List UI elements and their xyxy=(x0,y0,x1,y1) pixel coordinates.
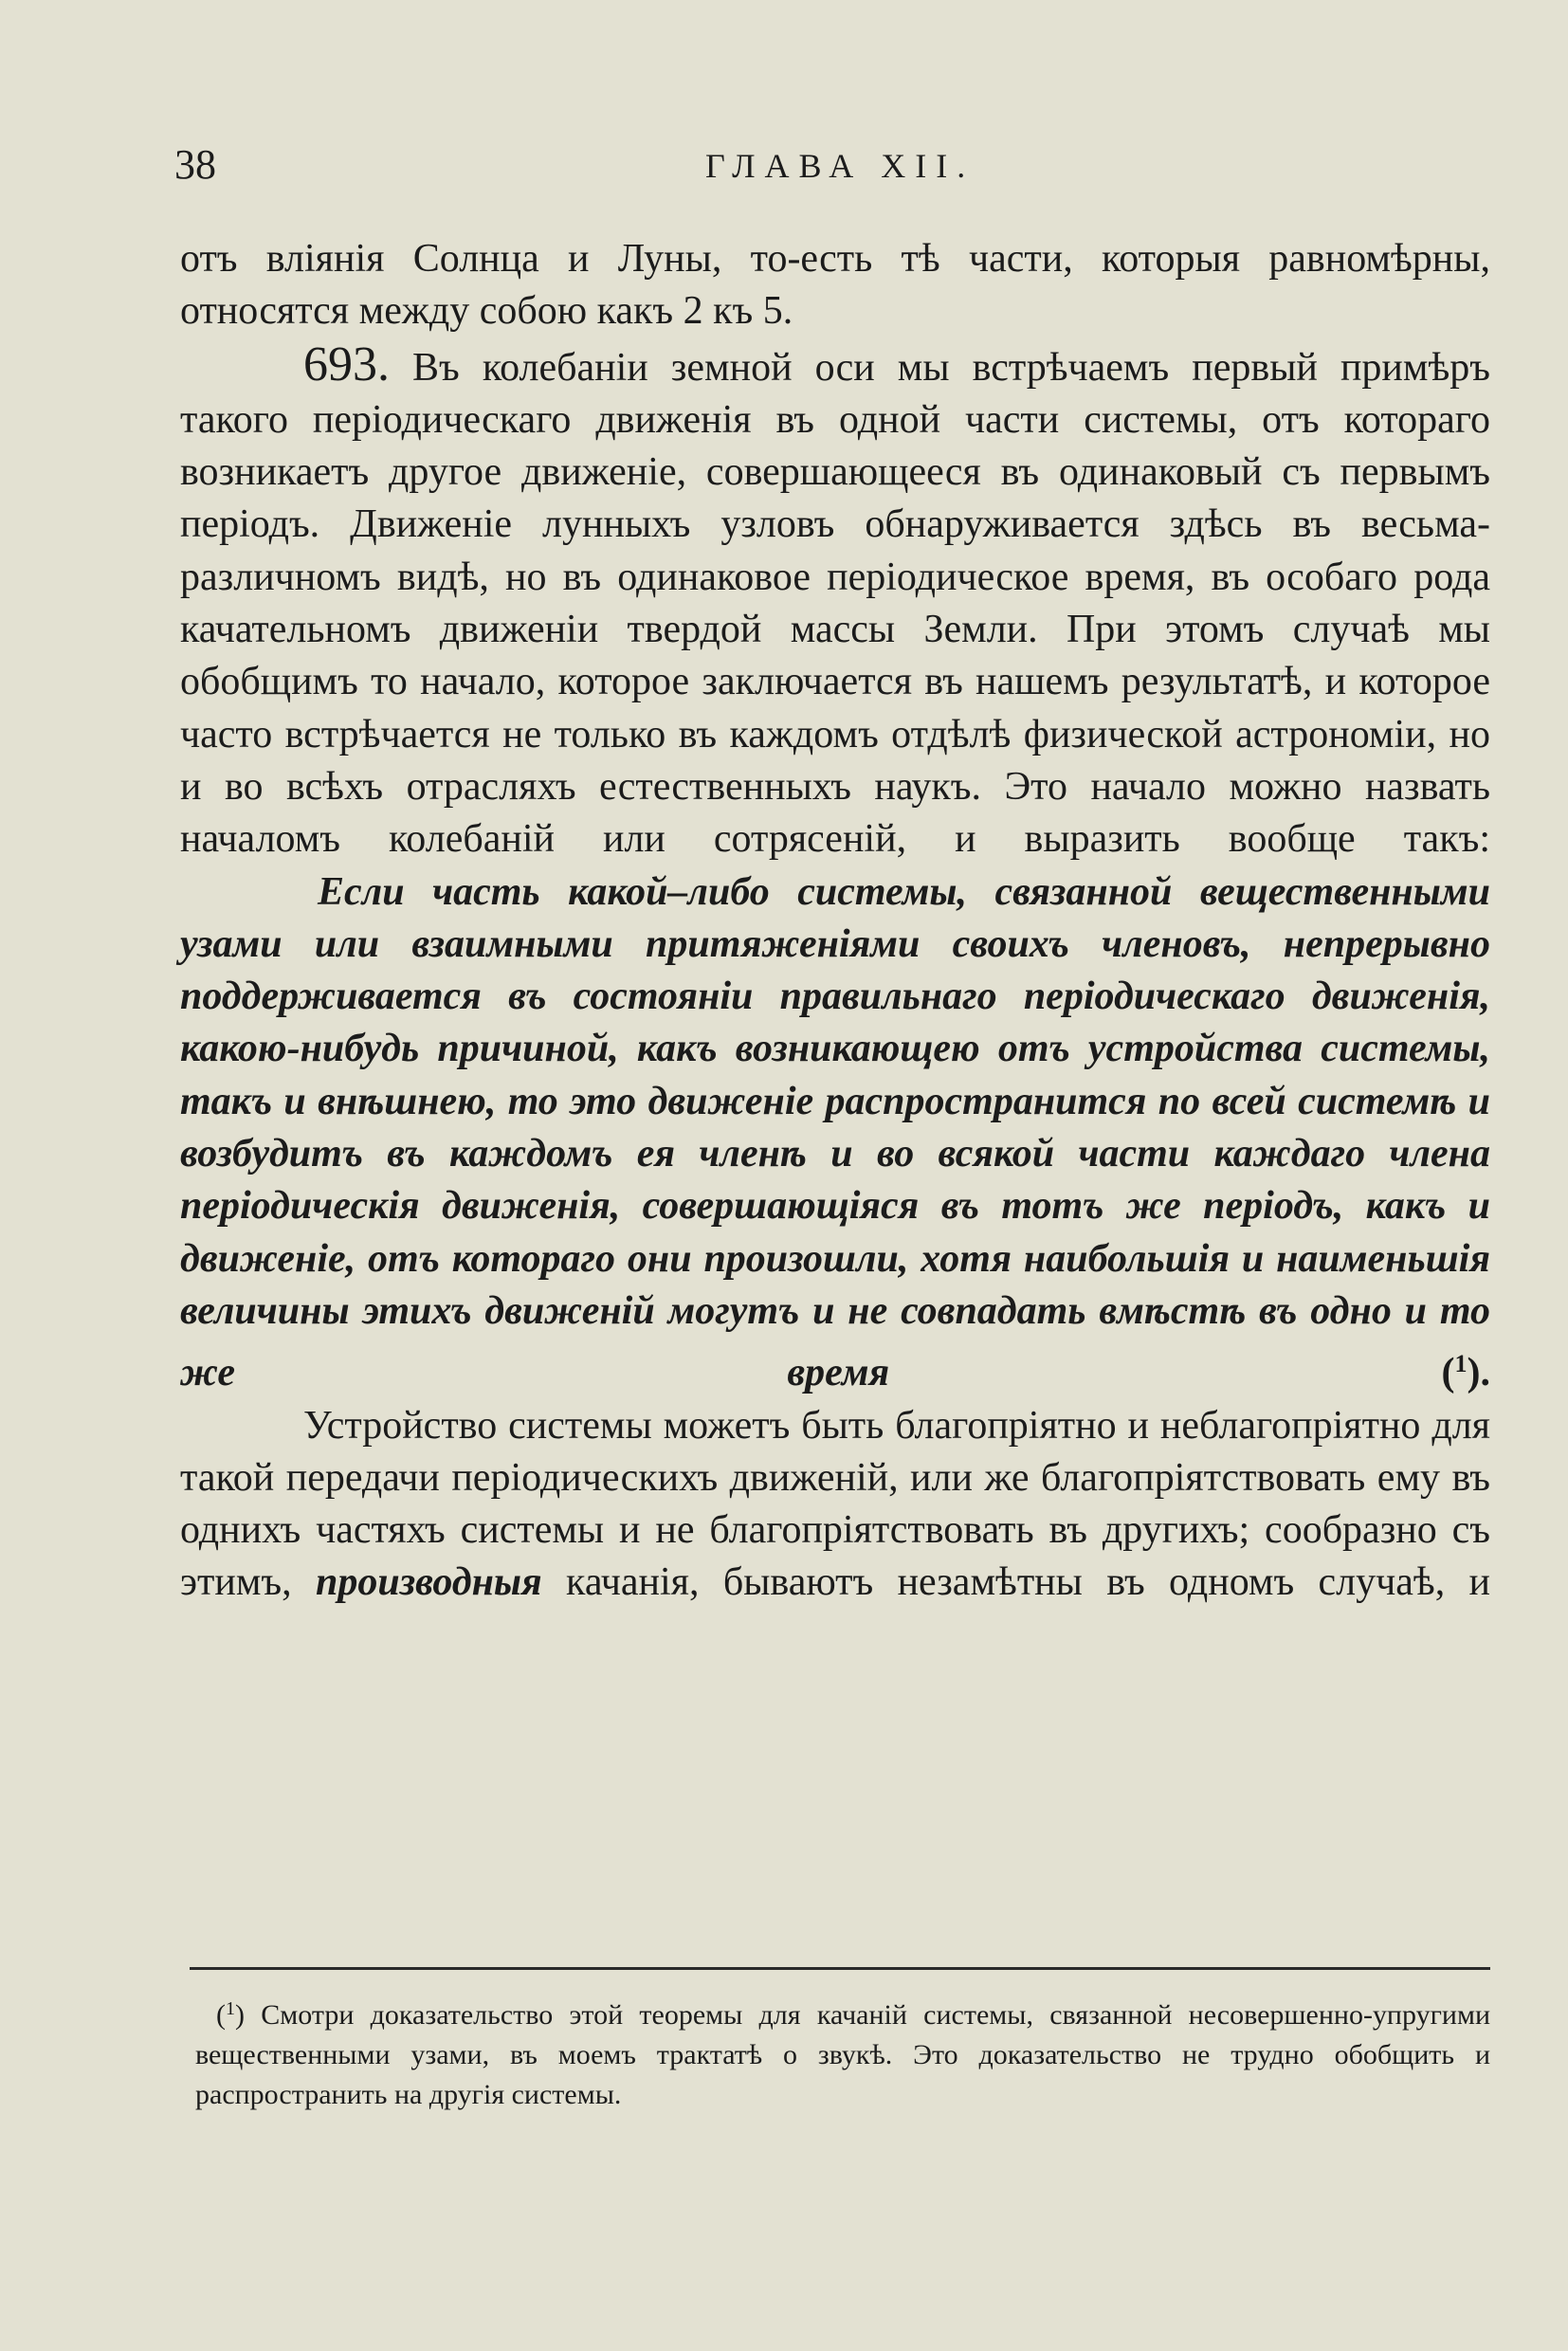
footnote-divider xyxy=(190,1967,1490,1970)
paragraph-text-start: Устройство системы можетъ быть благопріятно и неблагопріятно для такой передачи періодическихъ движеній, или же благопріятствовать ему въ однихъ частяхъ системы и не благопріятствовать въ другихъ; сообразно съ этимъ, xyxy=(180,1403,1490,1605)
footnote xyxy=(195,1989,1490,2115)
theorem-footnote-ref: ($^1$). xyxy=(1441,1350,1490,1395)
page-number: 38 xyxy=(174,141,216,188)
running-header xyxy=(174,140,1492,197)
section-number: 693. xyxy=(303,337,390,392)
theorem-statement xyxy=(180,866,1490,1400)
paragraph-italic-term: производныя xyxy=(316,1560,542,1605)
paragraph-structure xyxy=(180,1400,1490,1610)
section-693-paragraph xyxy=(180,338,1490,866)
chapter-title: ГЛАВА XII. xyxy=(705,147,975,185)
section-text: Въ колебаніи земной оси мы встрѣчаемъ первый примѣръ такого періодическаго движенія въ одной части системы, отъ котораго возникаетъ другое движеніе, совершающееся въ одинаковый съ первымъ періодъ. Движеніе лунныхъ узловъ обнаруживается здѣсь въ весьма-различномъ видѣ, но въ одинаковое періодическое время, въ особаго рода качательномъ движеніи твердой массы Земли. При этомъ случаѣ мы обобщимъ то начало, которое заключается въ нашемъ результатѣ, и которое часто встрѣчается не только въ каждомъ отдѣлѣ физической астрономіи, но и во всѣхъ отрасляхъ естественныхъ наукъ. Это начало можно назвать началомъ колебаній или сотрясеній, и выразить вообще такъ: xyxy=(180,345,1490,862)
footnote-text xyxy=(195,1989,1490,2115)
paragraph-text-end: качанія, бываютъ незамѣтны въ одномъ случаѣ, и xyxy=(566,1560,1491,1605)
main-text xyxy=(180,233,1490,1610)
footnote-body: Смотри доказательство этой теоремы для качаній системы, связанной несовершенно-упругими вещественными узами, въ моемъ трактатѣ о звукѣ. Это доказательство не трудно обобщить и распространить на другія системы. xyxy=(195,1999,1490,2110)
footnote-marker: ($^1$) xyxy=(216,1998,245,2031)
theorem-text: Если часть какой–либо системы, связанной вещественными узами или взаимными притяженіями своихъ членовъ, непрерывно поддерживается въ состояніи правильнаго періодическаго движенія, какою-нибудь причиной, какъ возникающею отъ устройства системы, такъ и внѣшнею, то это движеніе распространится по всей системѣ и возбудитъ въ каждомъ ея членѣ и во всякой части каждаго члена періодическія движенія, совершающіяся въ тотъ же періодъ, какъ и движеніе, отъ котораго они произошли, хотя наибольшія и наименьшія величины этихъ движеній могутъ и не совпадать вмѣстѣ въ одно и то же время xyxy=(180,869,1490,1395)
paragraph-continuation: отъ вліянія Солнца и Луны, то-есть тѣ части, которыя равномѣрны, относятся между собою какъ 2 къ 5. xyxy=(180,237,1490,334)
